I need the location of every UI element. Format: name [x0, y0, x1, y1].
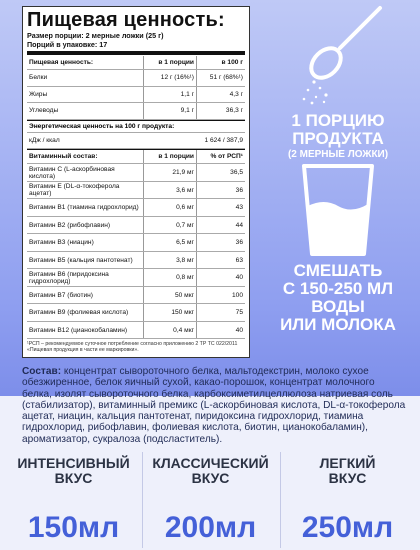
header-per-100: в 100 г: [197, 56, 246, 70]
energy-value: 1 624 / 387,9: [125, 133, 245, 149]
flavor-name-line-1: ЛЕГКИЙ: [319, 455, 376, 471]
row-label: Белки: [27, 70, 144, 87]
column-divider: [280, 452, 281, 548]
servings-per-pack: Порций в упаковке: 17: [27, 40, 108, 49]
flavor-name-line-2: ВКУС: [191, 470, 230, 486]
row-label: Углеводы: [27, 103, 144, 120]
vit-label: Витамин B1 (тиамина гидрохлорид): [27, 199, 144, 217]
flavor-intense: [8, 400, 139, 550]
vitamins-table: [27, 150, 245, 339]
vit-per-serving: 50 мкг: [144, 286, 197, 304]
portion-line-1: 1 ПОРЦИЮ: [291, 111, 385, 130]
vit-per-serving: 0,4 мкг: [144, 321, 197, 339]
flavor-name: [282, 456, 413, 486]
row-per-100: 36,3 г: [197, 103, 246, 120]
vit-label: Витамин B12 (цианокобаламин): [27, 321, 144, 339]
table-row: [27, 251, 245, 269]
portion-sub: (2 МЕРНЫЕ ЛОЖКИ): [287, 149, 389, 160]
portion-line-2: ПРОДУКТА: [292, 129, 384, 148]
vit-rsp: 40: [197, 269, 246, 287]
vit-per-serving: 0,6 мг: [144, 199, 197, 217]
vit-rsp: 40: [197, 321, 246, 339]
mix-line-1: СМЕШАТЬ: [293, 261, 383, 280]
mix-text: [258, 262, 418, 334]
glass-icon: [268, 158, 408, 258]
nutrition-label: [22, 6, 250, 358]
header-label: Пищевая ценность:: [27, 56, 144, 70]
vit-rsp: 75: [197, 304, 246, 322]
vit-rsp: 44: [197, 216, 246, 234]
row-per-serving: 9,1 г: [144, 103, 197, 120]
vit-per-serving: 21,9 мг: [144, 164, 197, 182]
footnote: ¹РСП – рекомендуемое суточное потребление согласно приложению 2 ТР ТС 022/2011 «Пищевая продукция в части ее маркировки».: [27, 341, 238, 354]
spoon-icon: [268, 0, 408, 105]
nutrition-title: Пищевая ценность:: [27, 9, 225, 31]
flavor-name-line-1: КЛАССИЧЕСКИЙ: [152, 455, 269, 471]
composition-label: Состав:: [22, 366, 62, 377]
flavor-name: [145, 456, 276, 486]
vit-per-serving: 150 мкг: [144, 304, 197, 322]
table-row: [27, 234, 245, 252]
energy-table: [27, 133, 245, 150]
mix-line-3: ВОДЫ: [311, 297, 365, 316]
serving-size: Размер порции: 2 мерные ложки (25 г): [27, 31, 164, 40]
vit-rsp: 36: [197, 234, 246, 252]
vit-per-serving: 6,5 мг: [144, 234, 197, 252]
flavor-name-line-2: ВКУС: [54, 470, 93, 486]
flavor-name: [8, 456, 139, 486]
table-row: [27, 181, 245, 199]
row-label: Жиры: [27, 86, 144, 103]
row-per-100: 4,3 г: [197, 86, 246, 103]
mix-line-4: ИЛИ МОЛОКА: [280, 315, 396, 334]
table-row: [27, 164, 245, 182]
table-row: [27, 321, 245, 339]
vit-label: Витамин B2 (рибофлавин): [27, 216, 144, 234]
vit-rsp: 63: [197, 251, 246, 269]
table-row: [27, 286, 245, 304]
vit-label: Витамин B7 (биотин): [27, 286, 144, 304]
row-per-100: 51 г (68%¹): [197, 70, 246, 87]
vit-per-serving: 0,7 мг: [144, 216, 197, 234]
flavor-volume: 250мл: [301, 511, 394, 544]
vit-rsp: 36: [197, 181, 246, 199]
table-row: [27, 199, 245, 217]
energy-title: Энергетическая ценность на 100 г продукта:: [27, 121, 245, 133]
vit-rsp: 36,5: [197, 164, 246, 182]
vit-label: Витамин E (DL-α-токоферола ацетат): [27, 181, 144, 199]
table-header: [27, 56, 245, 70]
flavor-classic: [145, 400, 276, 550]
table-row: [27, 304, 245, 322]
flavor-volume: 150мл: [27, 511, 120, 544]
composition-text: концентрат сывороточного белка, мальтодекстрин, молоко сухое обезжиренное, белок яичный сухой, какао-порошок, концентрат молочного белка, изолят сывороточного белка, карбоксиметилцеллюлоза натриевая соль (стабилизатор), витаминный премикс (L-аскорбиновая кислота, DL-α-токоферола ацетат, ниацин, кальция пантотенат, пиридоксина гидрохлорид, тиамина гидрохлорид, рибофлавин, фолиевая кислота, биотин, цианокобаламин), ароматизатор, сукралоза (подсластитель).: [22, 366, 406, 445]
vit-rsp: 43: [197, 199, 246, 217]
row-per-serving: 12 г (16%¹): [144, 70, 197, 87]
table-row: [27, 70, 245, 87]
flavor-name-line-1: ИНТЕНСИВНЫЙ: [17, 455, 130, 471]
header-per-serving: в 1 порции: [144, 56, 197, 70]
vit-per-serving: 3,6 мг: [144, 181, 197, 199]
vit-header-per-serving: в 1 порции: [144, 150, 197, 164]
table-row: [27, 269, 245, 287]
vit-per-serving: 3,8 мг: [144, 251, 197, 269]
vit-header-label: Витаминный состав:: [27, 150, 144, 164]
vit-label: Витамин B6 (пиридоксина гидрохлорид): [27, 269, 144, 287]
table-row: [27, 86, 245, 103]
vit-header-rsp: % от РСП¹: [197, 150, 246, 164]
usage-panel: [268, 0, 408, 370]
vit-label: Витамин B3 (ниацин): [27, 234, 144, 252]
vit-label: Витамин B9 (фолиевая кислота): [27, 304, 144, 322]
portion-text: [268, 112, 408, 161]
vit-rsp: 100: [197, 286, 246, 304]
vit-label: Витамин C (L-аскорбиновая кислота): [27, 164, 144, 182]
column-divider: [142, 452, 143, 548]
macros-table: [27, 56, 245, 120]
row-per-serving: 1,1 г: [144, 86, 197, 103]
divider: [27, 51, 245, 55]
vit-per-serving: 0,8 мг: [144, 269, 197, 287]
energy-label: кДж / ккал: [27, 133, 125, 149]
table-header: [27, 150, 245, 164]
table-row: [27, 133, 245, 149]
flavor-volume: 200мл: [164, 511, 257, 544]
table-row: [27, 216, 245, 234]
mix-line-2: С 150-250 МЛ: [282, 279, 394, 298]
vit-label: Витамин B5 (кальция пантотенат): [27, 251, 144, 269]
flavor-name-line-2: ВКУС: [328, 470, 367, 486]
table-row: [27, 103, 245, 120]
flavor-light: [282, 400, 413, 550]
